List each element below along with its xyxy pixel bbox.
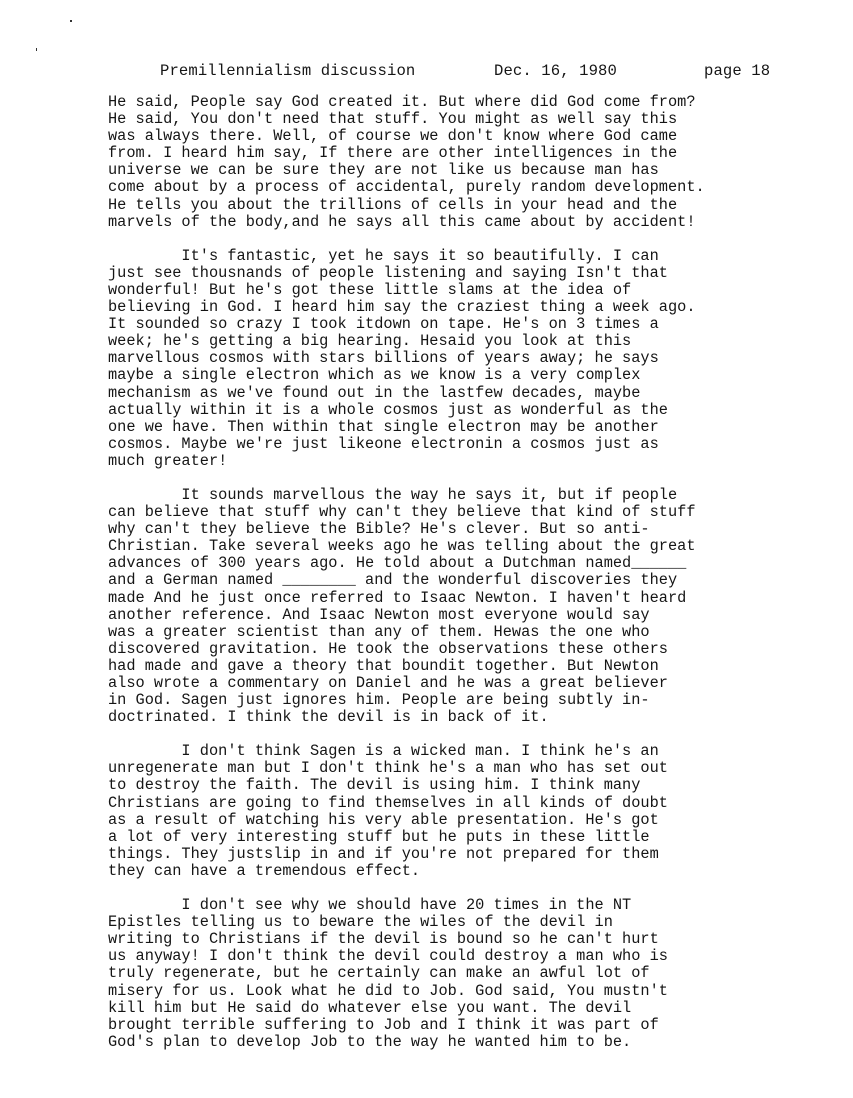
text-line: one we have. Then within that single electron may be another (108, 417, 659, 436)
paragraph (108, 487, 788, 726)
text-line: to destroy the faith. The devil is using him. I think many (108, 776, 641, 795)
text-line: marvels of the body,and he says all this came about by accident! (108, 212, 696, 231)
text-line: wonderful! But he's got these little slams at the idea of (108, 280, 632, 299)
document-body (108, 94, 788, 1068)
text-line: and a German named ________ and the wonderful discoveries they (108, 571, 678, 590)
header-page-number: page 18 (704, 62, 771, 80)
stray-mark (36, 48, 37, 51)
text-line: us anyway! I don't think the devil could destroy a man who is (108, 947, 668, 966)
text-line: made And he just once referred to Isaac Newton. I haven't heard (108, 588, 687, 607)
text-line: God's plan to develop Job to the way he wanted him to be. (108, 1032, 632, 1051)
text-line: actually within it is a whole cosmos just as wonderful as the (108, 400, 668, 419)
text-line: It's fantastic, yet he says it so beautifully. I can (108, 246, 659, 265)
header-date: Dec. 16, 1980 (494, 62, 617, 80)
text-line: another reference. And Isaac Newton most everyone would say (108, 605, 650, 624)
text-line: universe we can be sure they are not like us because man has (108, 161, 659, 180)
text-line: can believe that stuff why can't they believe that kind of stuff (108, 503, 696, 522)
text-line: had made and gave a theory that boundit together. But Newton (108, 656, 659, 675)
page-header (160, 62, 770, 80)
text-line: from. I heard him say, If there are other intelligences in the (108, 144, 678, 163)
text-line: week; he's getting a big hearing. Hesaid you look at this (108, 332, 632, 351)
text-line: why can't they believe the Bible? He's clever. But so anti- (108, 520, 650, 539)
text-line: just see thousnands of people listening and saying Isn't that (108, 263, 668, 282)
text-line: kill him but He said do whatever else you want. The devil (108, 998, 632, 1017)
text-line: I don't see why we should have 20 times in the NT (108, 896, 632, 915)
paragraph (108, 94, 788, 231)
text-line: Christians are going to find themselves in all kinds of doubt (108, 793, 668, 812)
text-line: a lot of very interesting stuff but he puts in these little (108, 827, 650, 846)
text-line: It sounds marvellous the way he says it, but if people (108, 485, 678, 504)
text-line: unregenerate man but I don't think he's a man who has set out (108, 759, 668, 778)
text-line: believing in God. I heard him say the craziest thing a week ago. (108, 298, 696, 317)
text-line: Christian. Take several weeks ago he was telling about the great (108, 537, 696, 556)
text-line: discovered gravitation. He took the observations these others (108, 639, 668, 658)
text-line: they can have a tremendous effect. (108, 861, 421, 880)
text-line: Epistles telling us to beware the wiles of the devil in (108, 913, 613, 932)
text-line: much greater! (108, 451, 228, 470)
text-line: mechanism as we've found out in the lastfew decades, maybe (108, 383, 641, 402)
text-line: I don't think Sagen is a wicked man. I think he's an (108, 742, 659, 761)
text-line: maybe a single electron which as we know is a very complex (108, 366, 641, 385)
stray-mark (70, 20, 72, 22)
text-line: He said, You don't need that stuff. You might as well say this (108, 110, 678, 129)
header-title: Premillennialism discussion (160, 62, 416, 80)
text-line: as a result of watching his very able presentation. He's got (108, 810, 659, 829)
text-line: He said, People say God created it. But where did God come from? (108, 93, 696, 111)
text-line: doctrinated. I think the devil is in back of it. (108, 708, 549, 727)
text-line: was a greater scientist than any of them. Hewas the one who (108, 622, 650, 641)
text-line: brought terrible suffering to Job and I think it was part of (108, 1015, 659, 1034)
text-line: things. They justslip in and if you're not prepared for them (108, 844, 659, 863)
text-line: It sounded so crazy I took itdown on tape. He's on 3 times a (108, 315, 659, 334)
text-line: was always there. Well, of course we don't know where God came (108, 127, 678, 146)
text-line: He tells you about the trillions of cells in your head and the (108, 195, 678, 214)
paragraph (108, 248, 788, 470)
paragraph (108, 743, 788, 880)
text-line: in God. Sagen just ignores him. People are being subtly in- (108, 691, 650, 710)
text-line: come about by a process of accidental, purely random development. (108, 178, 705, 197)
paragraph (108, 897, 788, 1051)
text-line: writing to Christians if the devil is bound so he can't hurt (108, 930, 659, 949)
text-line: also wrote a commentary on Daniel and he was a great believer (108, 674, 668, 692)
text-line: cosmos. Maybe we're just likeone electronin a cosmos just as (108, 434, 659, 453)
text-line: marvellous cosmos with stars billions of years away; he says (108, 349, 659, 368)
text-line: truly regenerate, but he certainly can make an awful lot of (108, 964, 650, 983)
text-line: misery for us. Look what he did to Job. God said, You mustn't (108, 981, 668, 1000)
text-line: advances of 300 years ago. He told about a Dutchman named______ (108, 554, 687, 573)
